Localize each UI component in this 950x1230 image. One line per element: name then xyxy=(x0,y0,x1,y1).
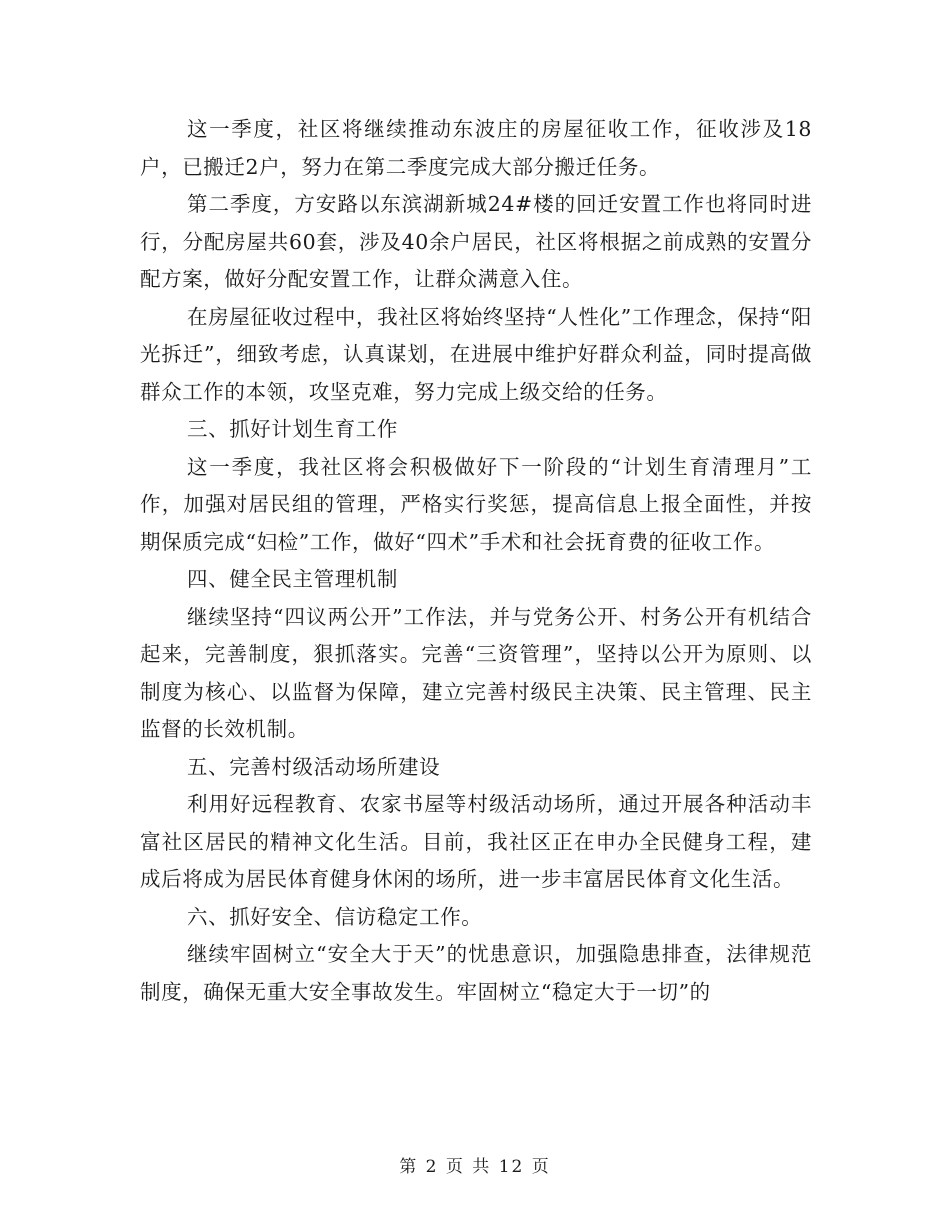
paragraph-house-expropriation: 这一季度，社区将继续推动东波庄的房屋征收工作，征收涉及18户，已搬迁2户，努力在第二季度完成大部分搬迁任务。 xyxy=(140,117,812,179)
heading-democratic-management: 四、健全民主管理机制 xyxy=(187,567,398,591)
paragraph-family-planning: 这一季度，我社区将会积极做好下一阶段的“计划生育清理月”工作，加强对居民组的管理，严格实行奖惩，提高信息上报全面性，并按期保质完成“妇检”工作，做好“四术”手术和社会抚育费的征收工作。 xyxy=(140,454,812,554)
paragraph-humanized-demolition: 在房屋征收过程中，我社区将始终坚持“人性化”工作理念，保持“阳光拆迁”，细致考虑，认真谋划，在进展中维护好群众利益，同时提高做群众工作的本领，攻坚克难，努力完成上级交给的任务。 xyxy=(140,304,812,404)
heading-family-planning: 三、抓好计划生育工作 xyxy=(187,417,398,441)
paragraph-safety-stability: 继续牢固树立“安全大于天”的忧患意识，加强隐患排查，法律规范制度，确保无重大安全事故发生。牢固树立“稳定大于一切”的 xyxy=(140,942,812,1004)
paragraph-democratic-management: 继续坚持“四议两公开”工作法，并与党务公开、村务公开有机结合起来，完善制度，狠抓落实。完善“三资管理”，坚持以公开为原则、以制度为核心、以监督为保障，建立完善村级民主决策、民主管理、民主监督的长效机制。 xyxy=(140,604,812,741)
paragraph-resettlement: 第二季度，方安路以东滨湖新城24#楼的回迁安置工作也将同时进行，分配房屋共60套，涉及40余户居民，社区将根据之前成熟的安置分配方案，做好分配安置工作，让群众满意入住。 xyxy=(140,192,812,291)
heading-safety-stability: 六、抓好安全、信访稳定工作。 xyxy=(187,904,483,929)
paragraph-activity-venues: 利用好远程教育、农家书屋等村级活动场所，通过开展各种活动丰富社区居民的精神文化生活。目前，我社区正在申办全民健身工程，建成后将成为居民体育健身休闲的场所，进一步丰富居民体育文化生活。 xyxy=(140,792,812,891)
heading-activity-venues: 五、完善村级活动场所建设 xyxy=(187,754,441,779)
document-body xyxy=(140,111,812,1011)
page-number-footer: 第 2 页 共 12 页 xyxy=(399,1157,551,1177)
